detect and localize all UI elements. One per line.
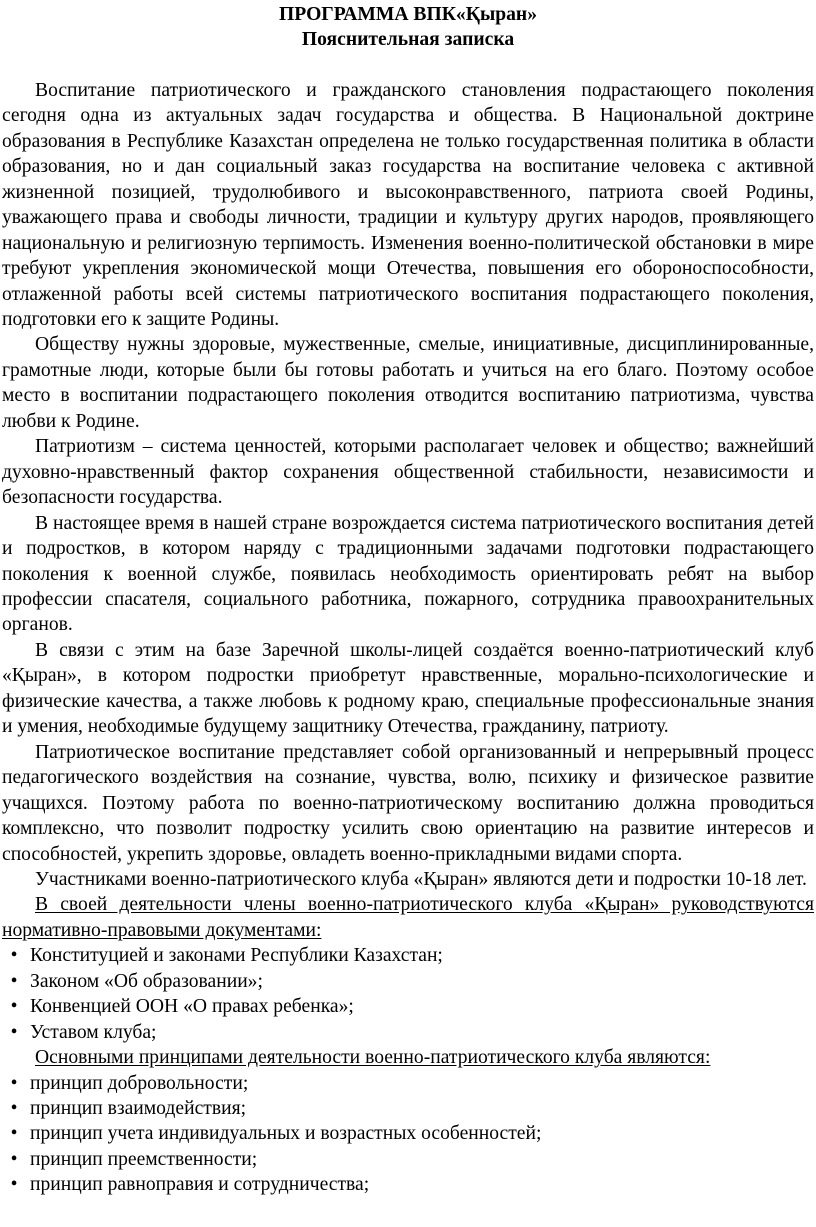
list-item	[2, 1020, 814, 1045]
list-item	[2, 943, 814, 968]
list-item-text: принцип преемственности;	[30, 1148, 258, 1170]
list-item	[2, 1096, 814, 1121]
list-item-text: Законом «Об образовании»;	[30, 970, 263, 992]
list-item-text: принцип добровольности;	[30, 1072, 249, 1094]
list-item-text: Конвенцией ООН «О правах ребенка»;	[30, 996, 354, 1018]
bullet-icon: •	[10, 1021, 18, 1043]
documents-heading: В своей деятельности члены военно-патриотического клуба «Қыран» руководствуются нормативно-правовыми документами:	[2, 894, 814, 941]
bullet-icon: •	[10, 1174, 18, 1196]
bullet-icon: •	[10, 945, 18, 967]
paragraph: В настоящее время в нашей стране возрождается система патриотического воспитания детей и подростков, в котором наряду с традиционными задачами подготовки подрастающего поколения к военной службе, появилась необходимость ориентировать ребят на выбор профессии спасателя, социального работника, пожарного, сотрудника правоохранительных органов.	[2, 512, 814, 636]
list-item-text: принцип взаимодействия;	[30, 1098, 247, 1120]
list-item	[2, 1172, 814, 1197]
document-title: ПРОГРАММА ВПК«Қыран»	[278, 4, 538, 25]
list-item-text: Уставом клуба;	[30, 1021, 157, 1043]
bullet-icon: •	[10, 996, 18, 1018]
list-item-text: Конституцией и законами Республики Казахстан;	[30, 945, 443, 967]
bullet-icon: •	[10, 970, 18, 992]
list-item	[2, 1071, 814, 1096]
document-subtitle: Пояснительная записка	[301, 29, 515, 51]
list-item	[2, 994, 814, 1019]
bullet-icon: •	[10, 1148, 18, 1170]
bullet-icon: •	[10, 1072, 18, 1094]
list-item	[2, 1147, 814, 1172]
paragraph: Участниками военно-патриотического клуба «Қыран» являются дети и подростки 10-18 лет.	[35, 868, 807, 890]
documents-list	[2, 943, 814, 1045]
paragraph: Патриотизм – система ценностей, которыми располагает человек и общество; важнейший духовно-нравственный фактор сохранения общественной стабильности, независимости и безопасности государства.	[2, 436, 814, 509]
paragraph: Воспитание патриотического и гражданского становления подрастающего поколения сегодня одна из актуальных задач государства и общества. В Национальной доктрине образования в Республике Казахстан определена не только государственная политика в области образования, но и дан социальный заказ государства на воспитание человека с активной жизненной позицией, трудолюбивого и высоконравственного, патриота своей Родины, уважающего права и свободы личности, традиции и культуру других народов, проявляющего национальную и религиозную терпимость. Изменения военно-политической обстановки в мире требуют укрепления экономической мощи Отечества, повышения его обороноспособности, отлаженной работы всей системы патриотического воспитания подрастающего поколения, подготовки его к защите Родины.	[2, 79, 814, 330]
principles-heading-line	[2, 1045, 814, 1070]
list-item-text: принцип учета индивидуальных и возрастных особенностей;	[30, 1123, 542, 1145]
list-item	[2, 969, 814, 994]
list-item	[2, 1121, 814, 1146]
principles-heading: Основными принципами деятельности военно-патриотического клуба являются:	[35, 1047, 711, 1069]
bullet-icon: •	[10, 1123, 18, 1145]
paragraph: Обществу нужны здоровые, мужественные, смелые, инициативные, дисциплинированные, грамотные люди, которые были бы готовы работать и учиться на его благо. Поэтому особое место в воспитании подрастающего поколения отводится воспитанию патриотизма, чувства любви к Родине.	[2, 334, 814, 432]
principles-list	[2, 1071, 814, 1198]
paragraph: Патриотическое воспитание представляет собой организованный и непрерывный процесс педагогического воздействия на сознание, чувства, волю, психику и физическое развитие учащихся. Поэтому работа по военно-патриотическому воспитанию должна проводиться комплексно, что позволит подростку усилить свою ориентацию на развитие интересов и способностей, укрепить здоровье, овладеть военно-прикладными видами спорта.	[2, 741, 814, 865]
bullet-icon: •	[10, 1098, 18, 1120]
list-item-text: принцип равноправия и сотрудничества;	[30, 1174, 370, 1196]
paragraph: В связи с этим на базе Заречной школы-лицей создаётся военно-патриотический клуб «Қыран», в котором подростки приобретут нравственные, морально-психологические и физические качества, а также любовь к родному краю, специальные профессиональные знания и умения, необходимые будущему защитнику Отечества, гражданину, патриоту.	[2, 639, 814, 738]
